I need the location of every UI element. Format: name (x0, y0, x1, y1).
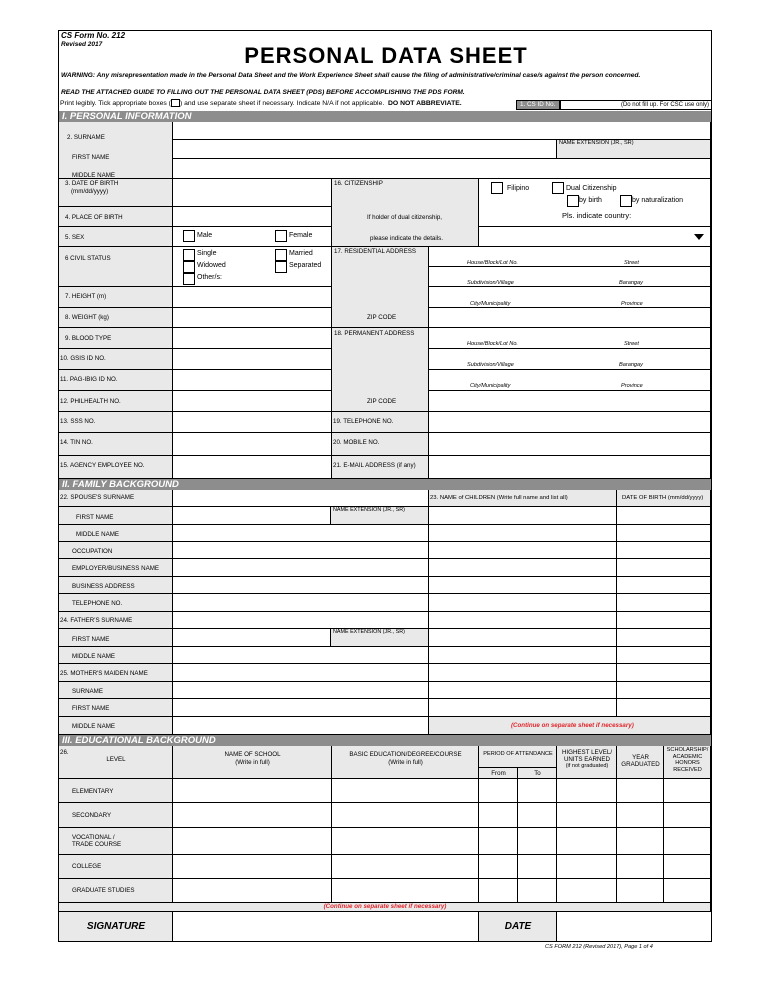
male-checkbox[interactable] (183, 230, 195, 242)
perm-province-caption: Province (621, 383, 643, 389)
label-father-name-ext: NAME EXTENSION (JR., SR) (333, 629, 405, 635)
widowed-label: Widowed (197, 262, 226, 269)
tick-box-sample (171, 99, 180, 107)
pds-page (58, 30, 712, 942)
child-dob-input[interactable] (617, 507, 711, 525)
to-input[interactable] (518, 879, 557, 903)
school-input[interactable] (173, 855, 332, 879)
course-input[interactable] (332, 855, 479, 879)
label-education-number: 26. (60, 749, 69, 756)
year-graduated-input[interactable] (617, 803, 664, 828)
label-scholarship-3: HONORS (675, 760, 700, 766)
label-from: From (491, 770, 506, 777)
label-first-name: FIRST NAME (72, 154, 110, 161)
perm-barangay-caption: Barangay (619, 362, 643, 368)
year-graduated-input[interactable] (617, 879, 664, 903)
highest-level-input[interactable] (557, 779, 617, 803)
to-input[interactable] (518, 803, 557, 828)
label-level: LEVEL (106, 756, 126, 763)
married-checkbox[interactable] (275, 249, 287, 261)
child-name-input[interactable] (429, 525, 617, 542)
telephone-input[interactable] (429, 412, 711, 433)
res-zip-input[interactable] (429, 308, 711, 328)
label-business-address: BUSINESS ADDRESS (72, 583, 135, 590)
label-sss: 13. SSS NO. (60, 418, 96, 425)
warning-text: WARNING: Any misrepresentation made in the Personal Data Sheet and the Work Experience Sheet shall cause the filing of administrative/criminal case/s against the person concerned. (61, 72, 641, 79)
spouse-surname-input[interactable] (173, 490, 429, 507)
employer-input[interactable] (173, 559, 429, 577)
child-dob-input[interactable] (617, 559, 711, 577)
agency-employee-no-input[interactable] (173, 456, 332, 479)
middle-name-input[interactable] (173, 159, 711, 179)
philhealth-input[interactable] (173, 391, 332, 412)
dob-input[interactable] (173, 179, 332, 207)
label-course-note: (Write in full) (388, 759, 423, 766)
label-spouse-middle-name: MIDDLE NAME (76, 531, 119, 538)
highest-level-input[interactable] (557, 803, 617, 828)
scholarship-input[interactable] (664, 803, 711, 828)
tin-input[interactable] (173, 433, 332, 456)
child-name-input[interactable] (429, 647, 617, 664)
others-label: Other/s: (197, 274, 222, 281)
label-res-zip: ZIP CODE (367, 314, 397, 321)
date-field[interactable] (557, 912, 711, 942)
form-revised: Revised 2017 (61, 41, 103, 48)
label-mother-maiden-name: 25. MOTHER'S MAIDEN NAME (60, 670, 148, 677)
highest-level-input[interactable] (557, 855, 617, 879)
indicate-country-label: Pls. indicate country: (562, 211, 632, 220)
year-graduated-input[interactable] (617, 828, 664, 855)
school-input[interactable] (173, 879, 332, 903)
res-house-caption: House/Block/Lot No. (467, 260, 518, 266)
father-surname-input[interactable] (173, 612, 429, 629)
highest-level-input[interactable] (557, 828, 617, 855)
weight-input[interactable] (173, 308, 332, 328)
first-name-input[interactable] (173, 140, 557, 159)
filipino-checkbox[interactable] (491, 182, 503, 194)
child-name-input[interactable] (429, 682, 617, 699)
to-input[interactable] (518, 779, 557, 803)
label-mother-first-name: FIRST NAME (72, 705, 110, 712)
cs-id-label: 1. CS ID No. (516, 100, 560, 110)
child-name-input[interactable] (429, 699, 617, 717)
spouse-first-name-input[interactable] (173, 507, 331, 525)
single-checkbox[interactable] (183, 249, 195, 261)
label-sex: 5. SEX (65, 234, 85, 241)
education-level-label: COLLEGE (72, 863, 102, 870)
name-label-block (59, 122, 173, 179)
label-mother-surname: SURNAME (72, 688, 103, 695)
education-level-label: ELEMENTARY (72, 788, 114, 795)
by-birth-label: by birth (579, 197, 602, 204)
from-input[interactable] (479, 828, 518, 855)
page-title: PERSONAL DATA SHEET (244, 43, 528, 68)
label-height: 7. HEIGHT (m) (65, 293, 107, 300)
label-agency-employee-no: 15. AGENCY EMPLOYEE NO. (60, 462, 145, 469)
business-address-input[interactable] (173, 577, 429, 594)
single-label: Single (197, 250, 217, 257)
child-dob-input[interactable] (617, 594, 711, 612)
label-to: To (534, 770, 541, 777)
label-period: PERIOD OF ATTENDANCE (483, 751, 553, 757)
label-scholarship-1: SCHOLARSHIP/ (666, 747, 709, 753)
label-graduated: GRADUATED (621, 761, 660, 768)
label-signature: SIGNATURE (86, 921, 146, 932)
label-pob: 4. PLACE OF BIRTH (65, 214, 123, 221)
label-dob: 3. DATE OF BIRTH (65, 180, 119, 187)
mother-maiden-name-input[interactable] (173, 664, 429, 682)
label-tin: 14. TIN NO. (60, 439, 93, 446)
form-number: CS Form No. 212 (61, 31, 126, 40)
by-naturalization-label: by naturalization (632, 197, 683, 204)
perm-city-caption: City/Municipality (470, 383, 511, 389)
label-course: BASIC EDUCATION/DEGREE/COURSE (349, 751, 462, 758)
child-name-input[interactable] (429, 577, 617, 594)
others-checkbox[interactable] (183, 273, 195, 285)
label-telephone: 19. TELEPHONE NO. (333, 418, 394, 425)
scholarship-input[interactable] (664, 779, 711, 803)
education-level-label: VOCATIONAL / (72, 834, 115, 841)
label-citizenship: 16. CITIZENSHIP (334, 180, 383, 187)
label-father-middle-name: MIDDLE NAME (72, 653, 115, 660)
child-name-input[interactable] (429, 664, 617, 682)
sss-input[interactable] (173, 412, 332, 433)
education-continue-note: (Continue on separate sheet if necessary) (323, 903, 447, 910)
label-mobile: 20. MOBILE NO. (333, 439, 380, 446)
male-label: Male (197, 232, 213, 239)
from-input[interactable] (479, 803, 518, 828)
section-personal-information: I. PERSONAL INFORMATION (59, 111, 711, 122)
label-highest-2: UNITS EARNED (563, 756, 611, 763)
child-name-input[interactable] (429, 542, 617, 559)
gsis-input[interactable] (173, 349, 332, 370)
perm-street-caption: Street (624, 341, 639, 347)
label-spouse-surname: 22. SPOUSE'S SURNAME (60, 494, 135, 501)
label-spouse-telephone: TELEPHONE NO. (72, 600, 123, 607)
chevron-down-icon[interactable] (694, 234, 704, 240)
label-children-dob: DATE OF BIRTH (mm/dd/yyyy) (622, 495, 704, 501)
label-weight: 8. WEIGHT (kg) (65, 314, 109, 321)
res-barangay-caption: Barangay (619, 280, 643, 286)
educational-background-area (59, 746, 711, 912)
label-permanent-address: 18. PERMANENT ADDRESS (334, 330, 415, 337)
blood-type-input[interactable] (173, 328, 332, 349)
education-level-label: SECONDARY (72, 812, 112, 819)
to-input[interactable] (518, 855, 557, 879)
scholarship-input[interactable] (664, 879, 711, 903)
form-reference: CS FORM 212 (Revised 2017), Page 1 of 4 (545, 944, 653, 950)
signature-field[interactable] (173, 912, 479, 942)
cs-id-field[interactable]: (Do not fill up. For CSC use only) (560, 100, 712, 110)
perm-house-caption: House/Block/Lot No. (467, 341, 518, 347)
child-dob-input[interactable] (617, 647, 711, 664)
school-input[interactable] (173, 779, 332, 803)
child-name-input[interactable] (429, 594, 617, 612)
civil-status-label-cell (59, 247, 173, 287)
year-graduated-input[interactable] (617, 855, 664, 879)
children-continue-note: (Continue on separate sheet if necessary) (511, 722, 634, 729)
perm-subdivision-caption: Subdivision/Village (467, 362, 514, 368)
label-date: DATE (504, 921, 532, 932)
label-perm-zip: ZIP CODE (367, 398, 397, 405)
child-dob-input[interactable] (617, 699, 711, 717)
label-blood-type: 9. BLOOD TYPE (65, 335, 112, 342)
by-naturalization-checkbox[interactable] (620, 195, 632, 207)
child-name-input[interactable] (429, 507, 617, 525)
scholarship-input[interactable] (664, 828, 711, 855)
from-input[interactable] (479, 779, 518, 803)
education-level-label: TRADE COURSE (72, 841, 122, 848)
label-scholarship-4: RECEIVED (673, 767, 702, 773)
child-dob-input[interactable] (617, 612, 711, 629)
mobile-input[interactable] (429, 433, 711, 456)
education-level-label: GRADUATE STUDIES (72, 887, 135, 894)
label-father-surname: 24. FATHER'S SURNAME (60, 617, 133, 624)
read-guide-text: READ THE ATTACHED GUIDE TO FILLING OUT THE PERSONAL DATA SHEET (PDS) BEFORE ACCOMPLISHING THE PDS FORM. (61, 89, 465, 96)
country-dropdown[interactable] (479, 227, 711, 247)
child-name-input[interactable] (429, 612, 617, 629)
child-dob-input[interactable] (617, 577, 711, 594)
spouse-middle-name-input[interactable] (173, 525, 429, 542)
label-middle-name: MIDDLE NAME (72, 172, 115, 179)
course-input[interactable] (332, 879, 479, 903)
child-dob-input[interactable] (617, 629, 711, 647)
highest-level-input[interactable] (557, 879, 617, 903)
female-checkbox[interactable] (275, 230, 287, 242)
filipino-label: Filipino (507, 185, 530, 192)
mother-surname-input[interactable] (173, 682, 429, 699)
family-background-area (59, 490, 711, 735)
pob-input[interactable] (173, 207, 332, 227)
scholarship-input[interactable] (664, 855, 711, 879)
res-street-caption: Street (624, 260, 639, 266)
child-name-input[interactable] (429, 559, 617, 577)
mother-first-name-input[interactable] (173, 699, 429, 717)
label-spouse-first-name: FIRST NAME (76, 514, 114, 521)
label-dob-format: (mm/dd/yyyy) (71, 188, 109, 195)
widowed-checkbox[interactable] (183, 261, 195, 273)
separated-checkbox[interactable] (275, 261, 287, 273)
label-school-note: (Write in full) (235, 759, 270, 766)
occupation-input[interactable] (173, 542, 429, 559)
label-pagibig: 11. PAG-IBIG ID NO. (60, 376, 118, 383)
res-subdivision-caption: Subdivision/Village (467, 280, 514, 286)
from-input[interactable] (479, 879, 518, 903)
personal-information-area (59, 122, 711, 479)
by-birth-checkbox[interactable] (567, 195, 579, 207)
section-family-background: II. FAMILY BACKGROUND (59, 479, 711, 490)
dual-note-1: If holder of dual citizenship, (367, 214, 442, 221)
spouse-telephone-input[interactable] (173, 594, 429, 612)
label-philhealth: 12. PHILHEALTH NO. (60, 398, 121, 405)
label-civil-status: 6 CIVIL STATUS (65, 255, 111, 262)
label-highest-1: HIGHEST LEVEL/ (561, 749, 613, 756)
child-dob-input[interactable] (617, 664, 711, 682)
label-mother-middle-name: MIDDLE NAME (72, 723, 115, 730)
label-scholarship-2: ACADEMIC (672, 754, 703, 760)
school-input[interactable] (173, 828, 332, 855)
child-dob-input[interactable] (617, 542, 711, 559)
course-input[interactable] (332, 803, 479, 828)
label-email: 21. E-MAIL ADDRESS (if any) (333, 462, 416, 469)
surname-input[interactable] (173, 122, 711, 140)
year-graduated-input[interactable] (617, 779, 664, 803)
father-first-name-input[interactable] (173, 629, 331, 647)
dual-citizenship-label: Dual Citizenship (566, 185, 617, 192)
height-input[interactable] (173, 287, 332, 308)
perm-zip-input[interactable] (429, 391, 711, 412)
dual-citizenship-checkbox[interactable] (552, 182, 564, 194)
child-dob-input[interactable] (617, 525, 711, 542)
child-dob-input[interactable] (617, 682, 711, 699)
label-school: NAME OF SCHOOL (224, 751, 281, 758)
to-input[interactable] (518, 828, 557, 855)
course-input[interactable] (332, 828, 479, 855)
separated-label: Separated (289, 262, 322, 269)
label-spouse-name-ext: NAME EXTENSION (JR., SR) (333, 507, 405, 513)
mother-middle-name-input[interactable] (173, 717, 429, 735)
label-occupation: OCCUPATION (72, 548, 113, 555)
label-father-first-name: FIRST NAME (72, 636, 110, 643)
label-employer: EMPLOYER/BUSINESS NAME (72, 565, 159, 572)
father-middle-name-input[interactable] (173, 647, 429, 664)
res-province-caption: Province (621, 301, 643, 307)
female-label: Female (289, 232, 313, 239)
label-highest-3: (if not graduated) (565, 763, 609, 769)
married-label: Married (289, 250, 313, 257)
instructions: Print legibly. Tick appropriate boxes ( ) and use separate sheet if necessary. Indicate N/A if not applicable. DO NOT ABBREVIATE. (60, 99, 462, 107)
label-residential-address: 17. RESIDENTIAL ADDRESS (334, 248, 416, 255)
label-gsis: 10. GSIS ID NO. (60, 355, 106, 362)
res-city-caption: City/Municipality (470, 301, 511, 307)
label-name-extension: NAME EXTENSION (JR., SR) (559, 140, 634, 146)
dual-note-2: please indicate the details. (370, 235, 443, 242)
label-surname: 2. SURNAME (67, 134, 105, 141)
section-educational-background: III. EDUCATIONAL BACKGROUND (59, 735, 711, 746)
label-year: YEAR (632, 754, 649, 761)
school-input[interactable] (173, 803, 332, 828)
email-input[interactable] (429, 456, 711, 479)
pagibig-input[interactable] (173, 370, 332, 391)
label-children: 23. NAME of CHILDREN (Write full name and list all) (430, 495, 568, 501)
course-input[interactable] (332, 779, 479, 803)
from-input[interactable] (479, 855, 518, 879)
child-name-input[interactable] (429, 629, 617, 647)
